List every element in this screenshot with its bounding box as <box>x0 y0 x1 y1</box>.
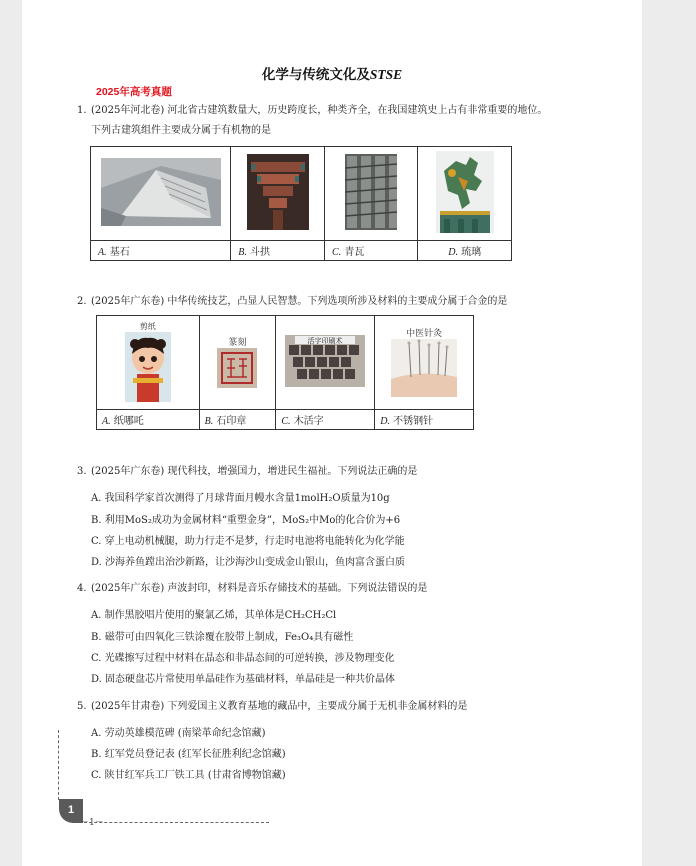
option-letter: A. <box>98 247 107 258</box>
question-text: (2025年广东卷) 现代科技，增强国力，增进民生福祉。下列说法正确的是 <box>91 466 418 477</box>
question-number: 4. <box>77 583 87 594</box>
q4-option-a: A. 制作黑胶唱片使用的聚氯乙烯，其单体是CH₂CH₂Cl <box>91 610 337 621</box>
stone-seal-image <box>217 348 257 388</box>
q4-option-d: D. 固态硬盘芯片常使用单晶硅作为基础材料，单晶硅是一种共价晶体 <box>91 674 396 685</box>
glazed-tile-image <box>436 151 494 233</box>
q5-option-a: A. 劳动英雄模范碑 (南梁革命纪念馆藏) <box>91 728 266 739</box>
page-title <box>22 63 642 83</box>
q2-option-d <box>375 410 474 430</box>
image-label: 剪纸 <box>139 321 156 331</box>
title-en: STSE <box>369 67 403 82</box>
question-number: 3. <box>77 466 87 477</box>
option-letter: B. <box>238 247 247 258</box>
q2-image-cell-c <box>276 316 375 410</box>
image-label: 活字印刷术 <box>307 337 343 345</box>
option-text: 石印章 <box>216 416 247 427</box>
question-number: 5. <box>77 701 87 712</box>
q3-option-d: D. 沙海养鱼蹚出治沙新路，让沙海沙山变成金山银山，鱼肉富含蛋白质 <box>91 557 406 568</box>
q3-option-b: B. 利用MoS₂成功为金属材料“重塑金身”，MoS₂中Mo的化合价为+6 <box>91 515 401 526</box>
question-text: (2025年广东卷) 中华传统技艺，凸显人民智慧。下列选项所涉及材料的主要成分属于合金的是 <box>91 296 508 307</box>
question-1-line2: 下列古建筑组件主要成分属于有机物的是 <box>91 125 271 136</box>
option-text: 木活字 <box>293 416 324 427</box>
question-5 <box>77 700 467 714</box>
question-2 <box>77 295 507 309</box>
page <box>22 0 642 866</box>
page-number-footer: －1－ <box>80 818 104 828</box>
option-text: 纸哪吒 <box>113 416 144 427</box>
image-label: 篆刻 <box>228 337 247 348</box>
title-cn: 化学与传统文化及 <box>261 67 370 83</box>
q2-option-a <box>97 410 200 430</box>
q2-option-b <box>199 410 276 430</box>
question-number: 2. <box>77 296 87 307</box>
option-letter: A. <box>102 416 111 427</box>
page-number-badge: 1 <box>59 799 83 823</box>
question-text: (2025年广东卷) 声波封印，材料是音乐存储技术的基础。下列说法错误的是 <box>91 583 428 594</box>
option-letter: D. <box>448 247 458 258</box>
wood-type-image <box>285 335 365 387</box>
option-text: 斗拱 <box>250 247 271 258</box>
option-text: 青瓦 <box>344 247 365 258</box>
q2-image-cell-b <box>199 316 276 410</box>
q2-image-cell-d <box>375 316 474 410</box>
question-text: (2025年河北卷) 河北省古建筑数量大，历史跨度长，种类齐全，在我国建筑史上占有非常重要的地位。 <box>91 105 548 116</box>
option-letter: C. <box>281 416 291 427</box>
grey-tile-image <box>345 154 397 230</box>
q1-option-c <box>324 241 417 261</box>
q1-image-cell-b <box>231 147 325 241</box>
question-1 <box>77 104 547 118</box>
q1-option-table <box>90 146 512 261</box>
q5-option-b: B. 红军党员登记表 (红军长征胜利纪念馆藏) <box>91 749 286 760</box>
acupuncture-image <box>391 339 457 397</box>
q3-option-c: C. 穿上电动机械腿，助力行走不是梦，行走时电池将电能转化为化学能 <box>91 536 405 547</box>
q2-image-cell-a <box>97 316 200 410</box>
option-letter: D. <box>380 416 390 427</box>
paper-nezha-image <box>125 332 171 402</box>
q1-image-cell-c <box>324 147 417 241</box>
q5-option-c: C. 陕甘红军兵工厂铁工具 (甘肃省博物馆藏) <box>91 770 286 781</box>
q2-option-c <box>276 410 375 430</box>
option-text: 琉璃 <box>461 247 482 258</box>
dougong-bracket-image <box>247 154 309 230</box>
image-label: 中医针灸 <box>406 328 443 339</box>
option-text: 基石 <box>109 247 130 258</box>
q1-option-b <box>231 241 325 261</box>
question-3 <box>77 465 417 479</box>
option-letter: B. <box>204 416 214 427</box>
q1-option-d <box>418 241 512 261</box>
question-text: (2025年甘肃卷) 下列爱国主义教育基地的藏品中，主要成分属于无机非金属材料的是 <box>91 701 468 712</box>
q4-option-c: C. 光碟擦写过程中材料在晶态和非晶态间的可逆转换，涉及物理变化 <box>91 653 395 664</box>
foundation-stone-image <box>101 158 221 226</box>
q1-image-cell-d <box>418 147 512 241</box>
option-text: 不锈钢针 <box>393 416 434 427</box>
footer-dashed-line-horizontal <box>84 822 269 823</box>
q1-image-cell-a <box>91 147 231 241</box>
question-number: 1. <box>77 105 87 116</box>
section-heading: 2025年高考真题 <box>96 86 172 98</box>
q3-option-a: A. 我国科学家首次测得了月球背面月幔水含量1molH₂O质量为10g <box>91 493 390 504</box>
q1-option-a <box>91 241 231 261</box>
option-letter: C. <box>331 247 342 258</box>
footer-dashed-line-vertical <box>58 730 59 800</box>
q2-option-table <box>96 315 474 430</box>
question-4 <box>77 582 427 596</box>
q4-option-b: B. 磁带可由四氧化三铁涂覆在胶带上制成，Fe₃O₄具有磁性 <box>91 632 354 643</box>
